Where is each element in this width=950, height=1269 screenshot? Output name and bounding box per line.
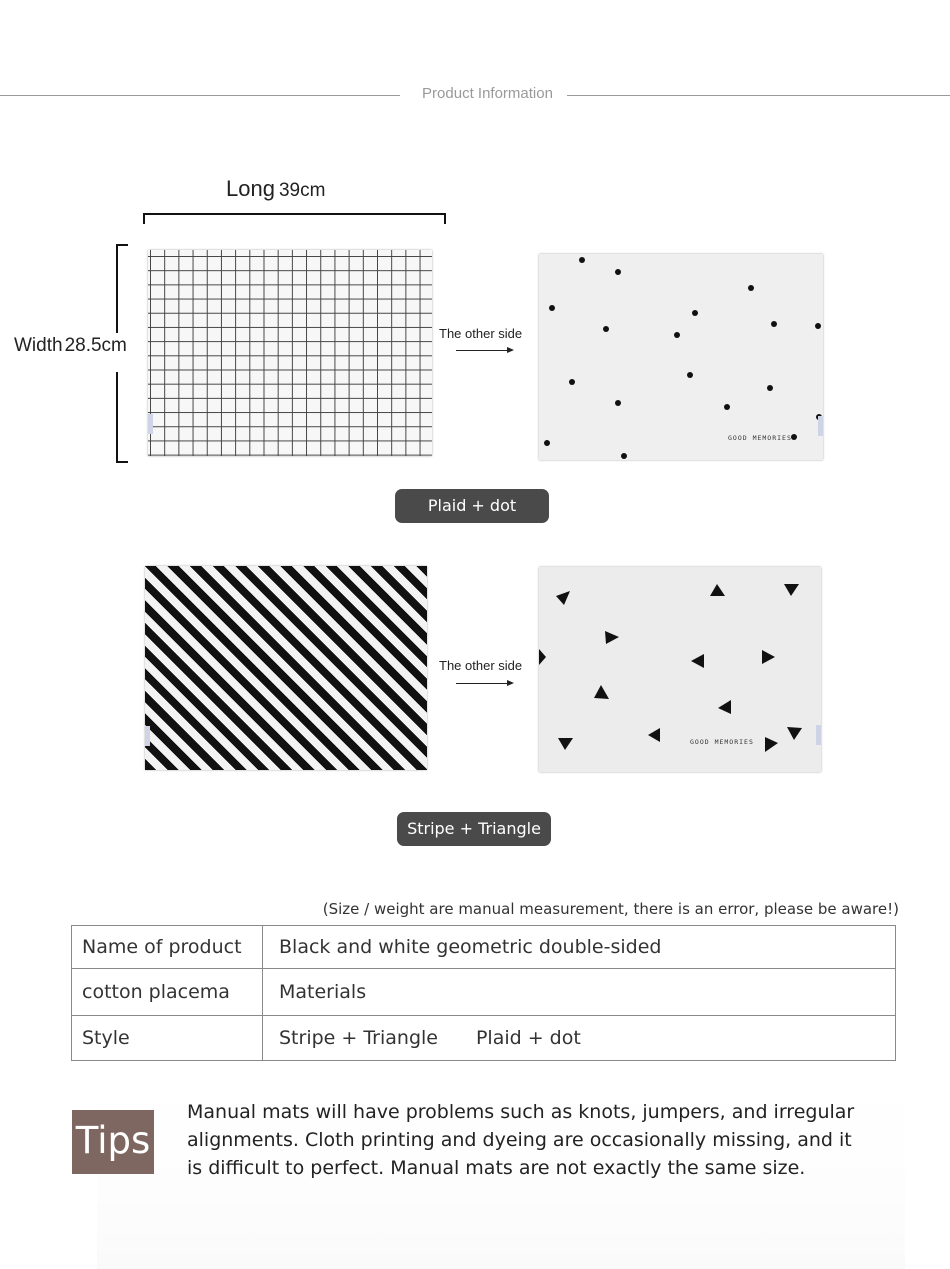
width-label: Width	[14, 335, 63, 356]
spec-value: Materials	[263, 969, 896, 1016]
dot	[603, 326, 609, 332]
other-side-label-2: The other side	[439, 658, 523, 673]
dot	[621, 453, 627, 459]
triangle	[787, 727, 802, 740]
header-rule-right	[567, 95, 950, 96]
arrow-right-icon	[456, 350, 512, 351]
measurement-note: (Size / weight are manual measurement, there is an error, please be aware!)	[322, 900, 899, 918]
mat-tag	[145, 726, 150, 746]
long-label: Long	[226, 176, 275, 201]
triangle	[594, 685, 609, 699]
other-side-label-1: The other side	[439, 326, 523, 341]
triangle	[648, 728, 660, 742]
arrow-right-icon	[456, 683, 512, 684]
table-row	[72, 1016, 896, 1061]
dot	[791, 434, 797, 440]
dot	[767, 385, 773, 391]
dot	[544, 440, 550, 446]
dot	[687, 372, 693, 378]
dot	[579, 257, 585, 263]
section-title: Product Information	[422, 85, 553, 102]
mat-print-text: GOOD MEMORIES	[690, 738, 754, 746]
dot	[724, 404, 730, 410]
triangle	[691, 654, 704, 668]
dot	[692, 310, 698, 316]
spec-label: Name of product	[72, 926, 263, 969]
tips-text: Manual mats will have problems such as knots, jumpers, and irregular alignments. Cloth printing and dyeing are occasionally missing, and it is difficult to perfect. Manual mats are not exactly the same size.	[187, 1101, 855, 1179]
long-dimension	[226, 176, 325, 202]
style-value-b: Plaid + dot	[475, 1027, 581, 1049]
width-dimension	[14, 335, 127, 357]
triangle	[762, 650, 775, 664]
spec-label: Style	[72, 1016, 263, 1061]
set-caption-stripe-triangle: Stripe + Triangle	[397, 812, 551, 846]
dot-mat-image	[539, 254, 823, 460]
table-row	[72, 969, 896, 1016]
dot	[748, 285, 754, 291]
dot	[674, 332, 680, 338]
plaid-mat-image	[148, 250, 432, 456]
spec-label: cotton placema	[72, 969, 263, 1016]
mat-tag	[148, 414, 153, 434]
set-caption-plaid-dot: Plaid + dot	[395, 489, 549, 523]
triangle	[710, 584, 725, 596]
long-value: 39cm	[278, 180, 326, 201]
triangle	[558, 738, 573, 750]
triangle	[718, 700, 731, 714]
dot	[569, 379, 575, 385]
triangle-pattern	[539, 567, 821, 772]
style-value-a: Stripe + Triangle	[279, 1027, 438, 1049]
width-bracket-bottom	[116, 372, 128, 463]
width-value: 28.5cm	[64, 335, 127, 356]
dot	[549, 305, 555, 311]
mat-tag	[816, 725, 821, 745]
spec-value: Black and white geometric double-sided	[263, 926, 896, 969]
triangle	[539, 649, 546, 665]
stripe-mat-image	[145, 566, 427, 770]
tips-badge: Tips	[72, 1110, 154, 1174]
dot	[615, 269, 621, 275]
spec-value	[263, 1016, 896, 1061]
triangle	[765, 737, 778, 752]
header-rule-left	[0, 95, 400, 96]
triangle	[784, 584, 799, 596]
triangle	[605, 631, 619, 644]
dot	[815, 323, 821, 329]
mat-tag	[818, 416, 823, 436]
triangle	[556, 591, 570, 605]
spec-table	[71, 925, 896, 1061]
table-row	[72, 926, 896, 969]
dot	[771, 321, 777, 327]
width-bracket-top	[116, 244, 128, 333]
triangle-mat-image	[539, 567, 821, 772]
mat-print-text: GOOD MEMORIES	[728, 434, 792, 442]
long-bracket	[143, 213, 446, 224]
dot	[615, 400, 621, 406]
